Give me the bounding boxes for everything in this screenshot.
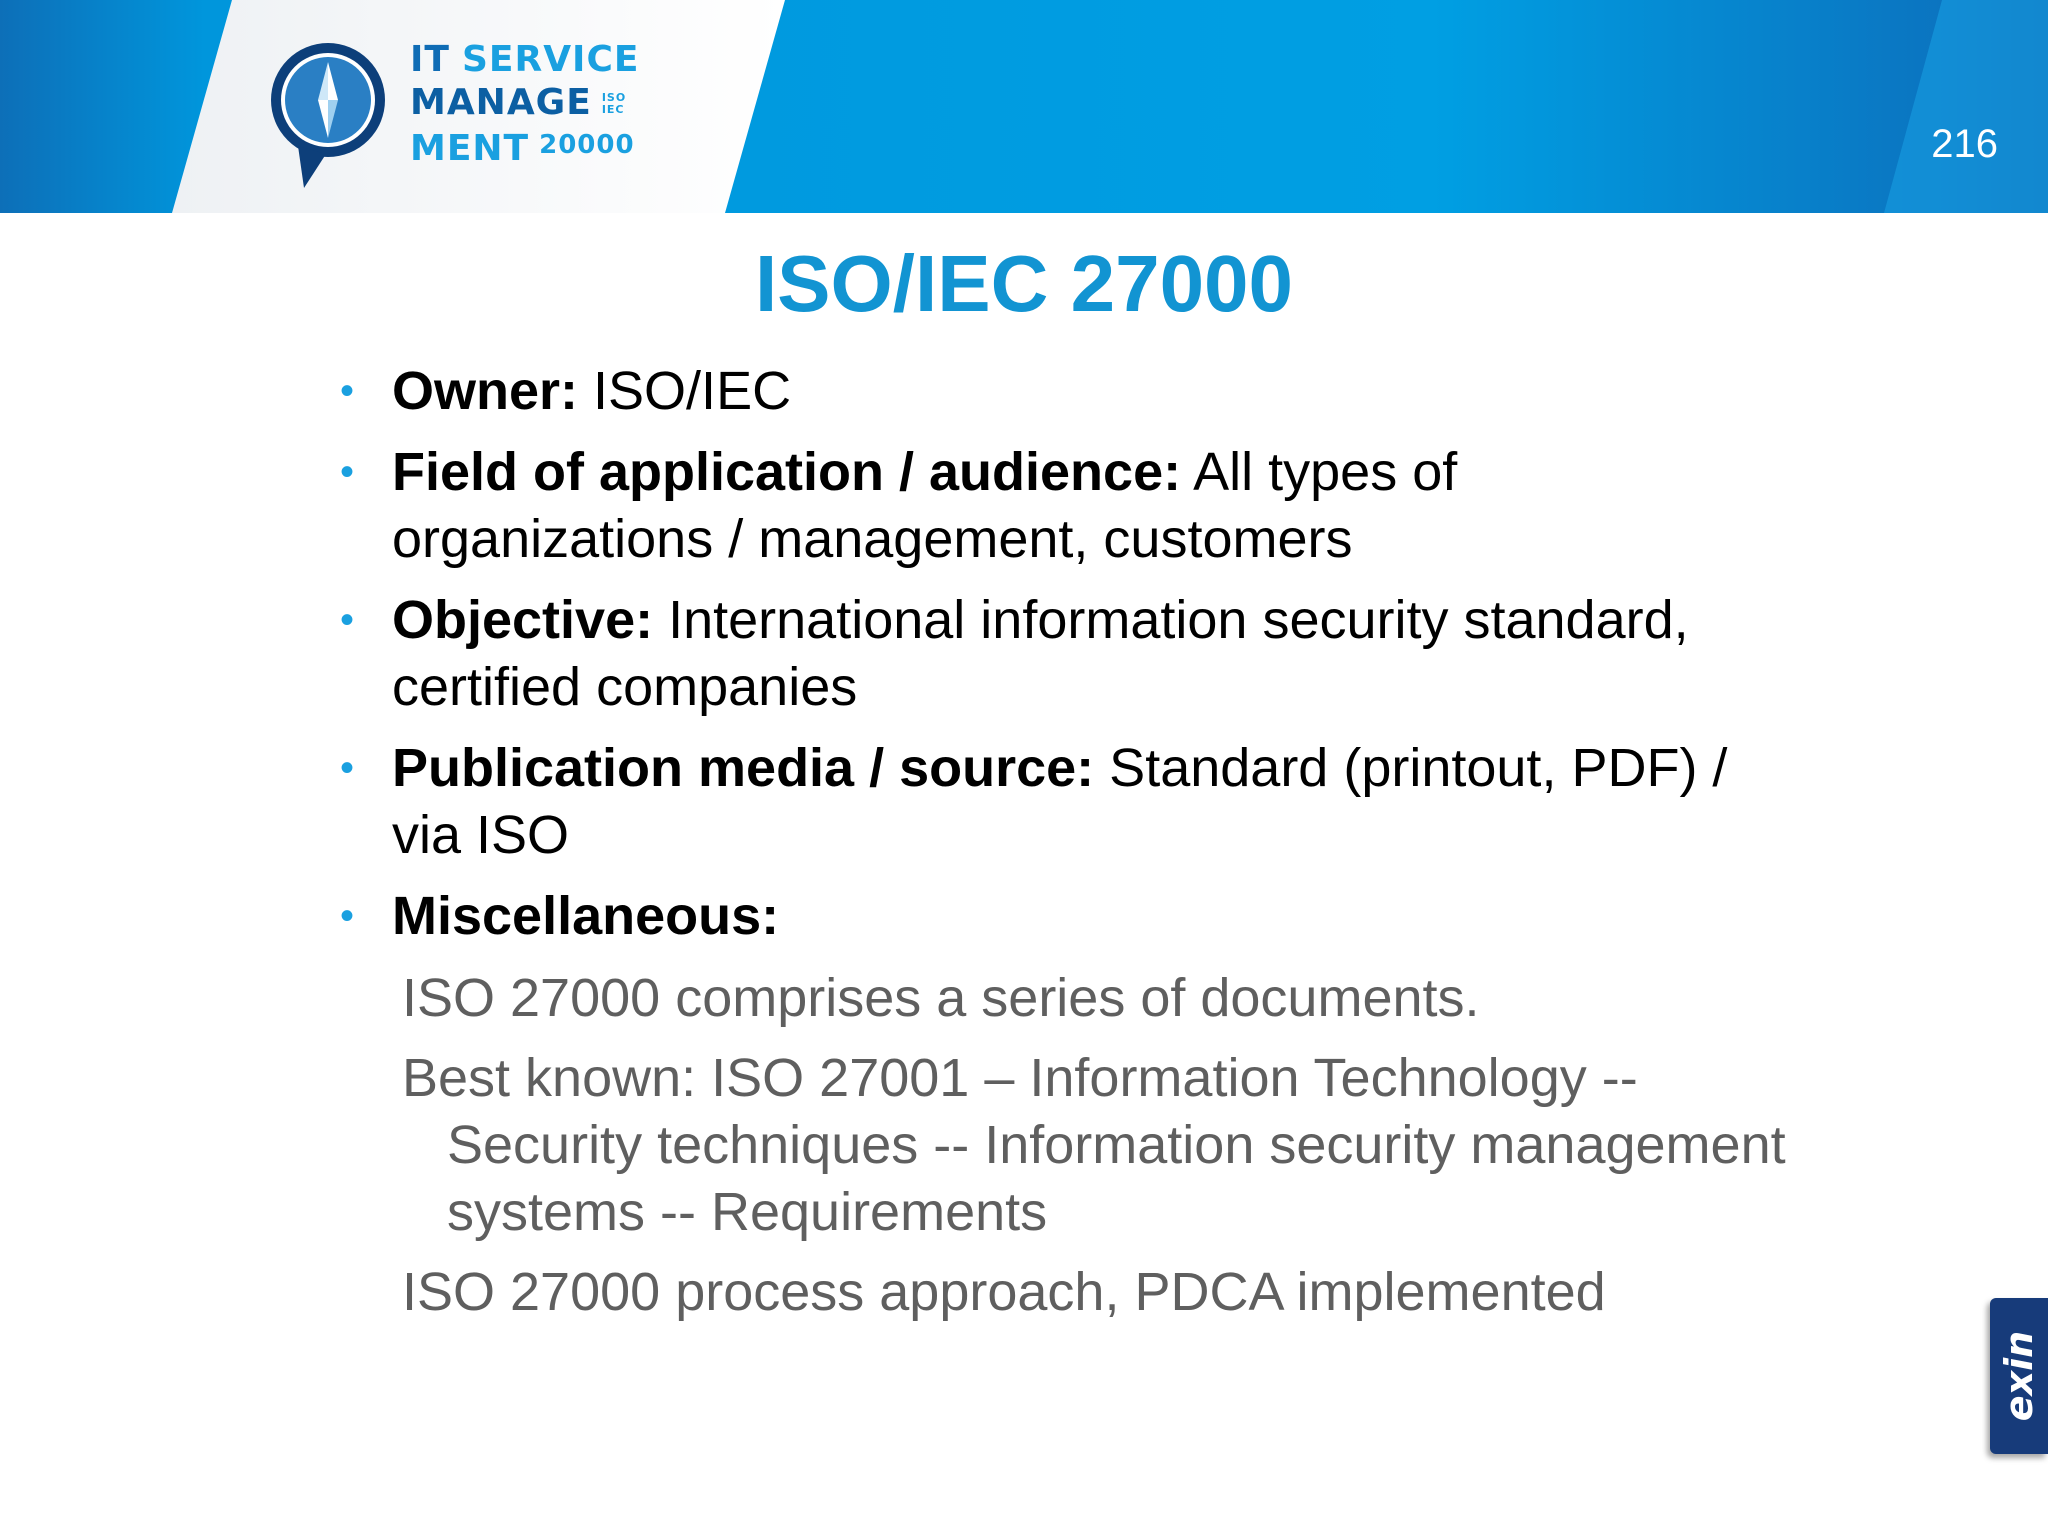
exin-logo-text: exin	[1997, 1330, 2041, 1422]
bullet-dot-icon: •	[340, 450, 355, 494]
bullet-publication-media	[340, 735, 1760, 869]
bullet-miscellaneous	[340, 883, 1760, 950]
bullet-dot-icon: •	[340, 746, 355, 790]
bullet-dot-icon: •	[340, 369, 355, 413]
logo-ment-text: MENT	[410, 128, 530, 169]
bullet-key: Objective:	[392, 590, 654, 650]
logo-iso-text: ISO	[601, 91, 627, 104]
compass-pin-icon	[268, 38, 392, 190]
logo-it-text: IT	[410, 39, 450, 80]
bullet-text: International information security standard, certified companies	[392, 590, 1689, 717]
logo-iso-iec-mark	[602, 92, 626, 116]
bullet-key: Field of application / audience:	[392, 442, 1182, 502]
bullet-dot-icon: •	[340, 894, 355, 938]
misc-item: ISO 27000 comprises a series of documents.	[402, 968, 1480, 1028]
miscellaneous-list	[402, 965, 1802, 1339]
header-band	[0, 0, 2048, 213]
bullet-dot-icon: •	[340, 598, 355, 642]
misc-item: ISO 27000 process approach, PDCA implemented	[402, 1262, 1606, 1322]
page-number: 216	[1931, 122, 1998, 166]
exin-logo-badge	[1990, 1298, 2048, 1454]
logo-manage-text: MANAGE	[410, 82, 592, 123]
misc-item: Best known: ISO 27001 – Information Technology -- Security techniques -- Information security management systems -- Requirements	[402, 1048, 1786, 1242]
bullet-objective	[340, 587, 1760, 721]
logo-line-1	[410, 38, 639, 81]
logo-iec-text: IEC	[601, 103, 625, 116]
logo-line-2	[410, 81, 639, 124]
bullet-field-of-application	[340, 439, 1760, 573]
logo-service-text: SERVICE	[461, 39, 640, 80]
it-service-management-logo	[268, 38, 640, 198]
bullet-list	[340, 358, 1760, 964]
slide-title: ISO/IEC 27000	[754, 239, 1294, 328]
bullet-text: ISO/IEC	[578, 361, 792, 421]
bullet-text: All types of organizations / management, customers	[392, 442, 1458, 569]
logo-20000-text: 20000	[539, 130, 635, 160]
bullet-text: Standard (printout, PDF) / via ISO	[392, 738, 1728, 865]
bullet-key: Miscellaneous:	[392, 886, 780, 946]
bullet-key: Owner:	[392, 361, 579, 421]
bullet-owner	[340, 358, 1760, 425]
logo-line-3	[410, 124, 639, 170]
bullet-key: Publication media / source:	[392, 738, 1095, 798]
